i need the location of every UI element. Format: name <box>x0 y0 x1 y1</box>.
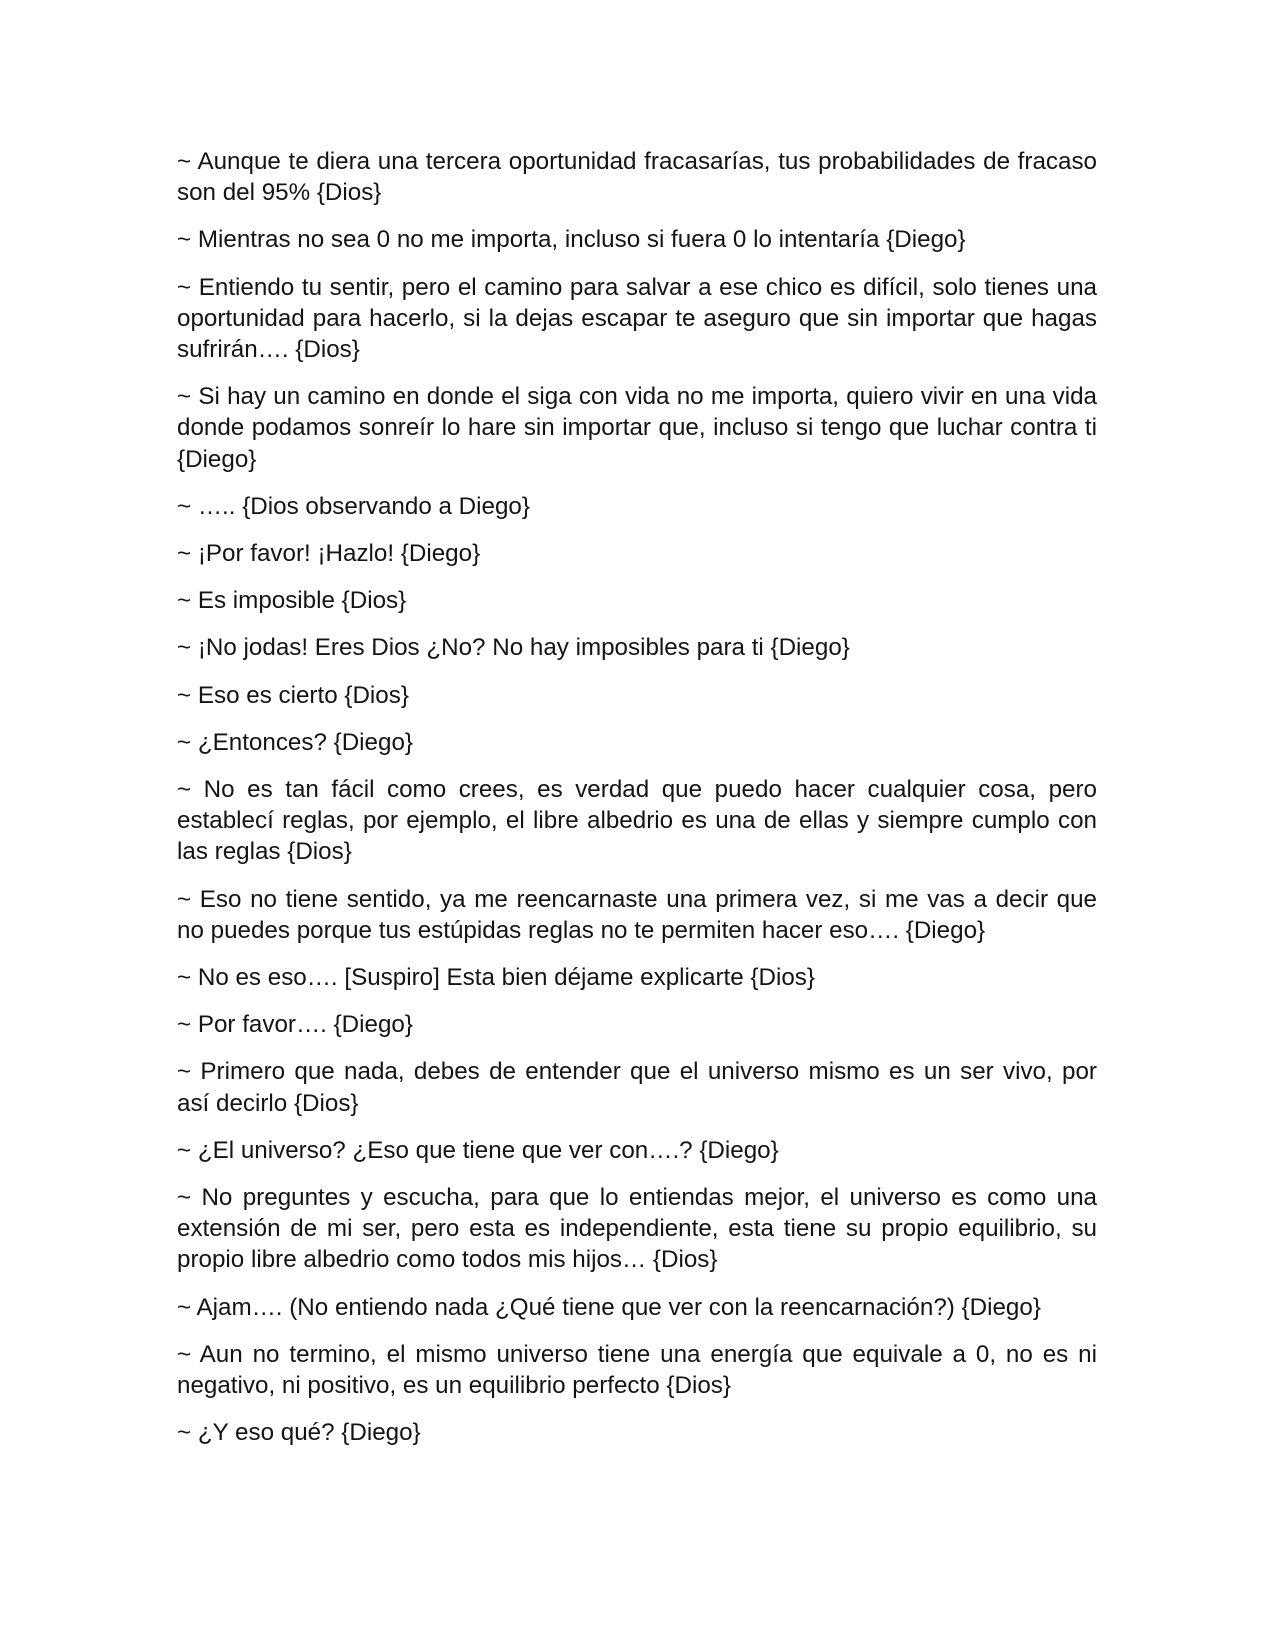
dialogue-line: ~ No preguntes y escucha, para que lo entiendas mejor, el universo es como una extensión de mi ser, pero esta es independiente, esta tiene su propio equilibrio, su propio libre albedrio como todos mis hijos… {Dios} <box>177 1184 1097 1274</box>
dialogue-line: ~ ….. {Dios observando a Diego} <box>177 492 530 520</box>
dialogue-line: ~ ¡No jodas! Eres Dios ¿No? No hay imposibles para ti {Diego} <box>177 634 850 662</box>
dialogue-line: ~ Aun no termino, el mismo universo tiene una energía que equivale a 0, no es ni negativo, ni positivo, es un equilibrio perfecto {Dios} <box>177 1340 1097 1400</box>
dialogue-line: ~ Primero que nada, debes de entender que el universo mismo es un ser vivo, por así decirlo {Dios} <box>177 1058 1097 1117</box>
dialogue-line: ~ Ajam…. (No entiendo nada ¿Qué tiene que ver con la reencarnación?) {Diego} <box>177 1293 1041 1321</box>
dialogue-line: ~ Si hay un camino en donde el siga con vida no me importa, quiero vivir en una vida donde podamos sonreír lo hare sin importar que, incluso si tengo que luchar contra ti {Diego} <box>177 383 1097 473</box>
dialogue-line: ~ Mientras no sea 0 no me importa, incluso si fuera 0 lo intentaría {Diego} <box>177 226 966 254</box>
dialogue-line: ~ ¿Y eso qué? {Diego} <box>177 1419 421 1447</box>
dialogue-line: ~ ¡Por favor! ¡Hazlo! {Diego} <box>177 540 481 568</box>
dialogue-line: ~ ¿Entonces? {Diego} <box>177 728 413 756</box>
dialogue-line: ~ Eso no tiene sentido, ya me reencarnaste una primera vez, si me vas a decir que no puedes porque tus estúpidas reglas no te permiten hacer eso…. {Diego} <box>177 885 1097 944</box>
dialogue-line: ~ Eso es cierto {Dios} <box>177 681 409 709</box>
document-page <box>177 146 1097 1465</box>
dialogue-line: ~ No es eso…. [Suspiro] Esta bien déjame explicarte {Dios} <box>177 964 815 992</box>
dialogue-line: ~ Por favor…. {Diego} <box>177 1011 413 1039</box>
dialogue-line: ~ Aunque te diera una tercera oportunidad fracasarías, tus probabilidades de fracaso son del 95% {Dios} <box>177 148 1097 207</box>
dialogue-line: ~ No es tan fácil como crees, es verdad que puedo hacer cualquier cosa, pero establecí reglas, por ejemplo, el libre albedrio es una de ellas y siempre cumplo con las reglas {Dios} <box>177 776 1097 866</box>
dialogue-line: ~ Es imposible {Dios} <box>177 587 407 615</box>
dialogue-line: ~ Entiendo tu sentir, pero el camino para salvar a ese chico es difícil, solo tienes una oportunidad para hacerlo, si la dejas escapar te aseguro que sin importar que hagas sufrirán…. {Dios} <box>177 273 1097 364</box>
dialogue-line: ~ ¿El universo? ¿Eso que tiene que ver con….? {Diego} <box>177 1136 779 1164</box>
